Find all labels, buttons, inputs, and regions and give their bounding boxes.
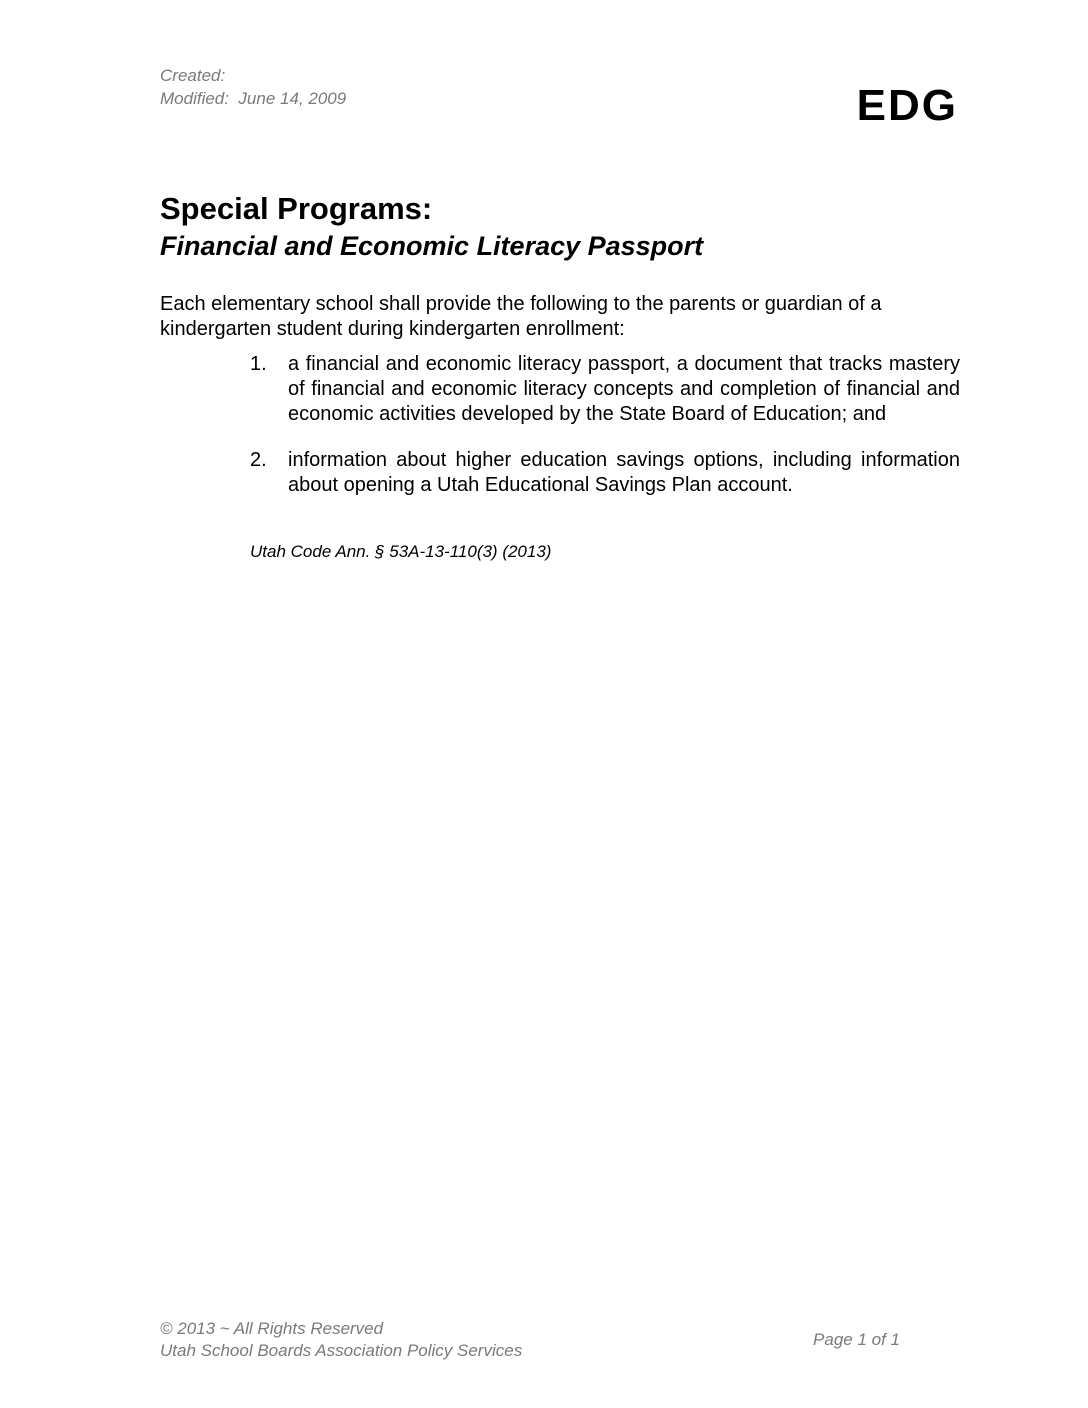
footer-copyright: © 2013 ~ All Rights Reserved <box>160 1319 384 1338</box>
list-item-number: 2. <box>250 449 267 471</box>
policy-code: EDG <box>856 81 958 130</box>
list-item-number: 1. <box>250 353 267 375</box>
footer-organization: Utah School Boards Association Policy Services <box>160 1341 523 1360</box>
list-item <box>250 352 960 427</box>
page-subtitle: Financial and Economic Literacy Passport <box>160 231 704 261</box>
list-item-text: a financial and economic literacy passport, a document that tracks mastery of financial and economic literacy concepts and completion of financial and economic activities developed by the State Board of Education; and <box>288 353 960 425</box>
page-number: Page 1 of 1 <box>813 1330 900 1349</box>
list-item-text: information about higher education savings options, including information about opening a Utah Educational Savings Plan account. <box>288 449 960 496</box>
modified-label: Modified: June 14, 2009 <box>160 89 347 108</box>
footer-copyright-block <box>160 1318 522 1362</box>
page-title: Special Programs: <box>160 191 433 226</box>
requirements-list <box>250 352 960 519</box>
created-label: Created: <box>160 66 226 85</box>
document-metadata <box>160 64 346 110</box>
list-item <box>250 448 960 498</box>
intro-paragraph: Each elementary school shall provide the following to the parents or guardian of a kindergarten student during kindergarten enrollment: <box>160 293 882 340</box>
legal-citation: Utah Code Ann. § 53A-13-110(3) (2013) <box>250 542 552 561</box>
